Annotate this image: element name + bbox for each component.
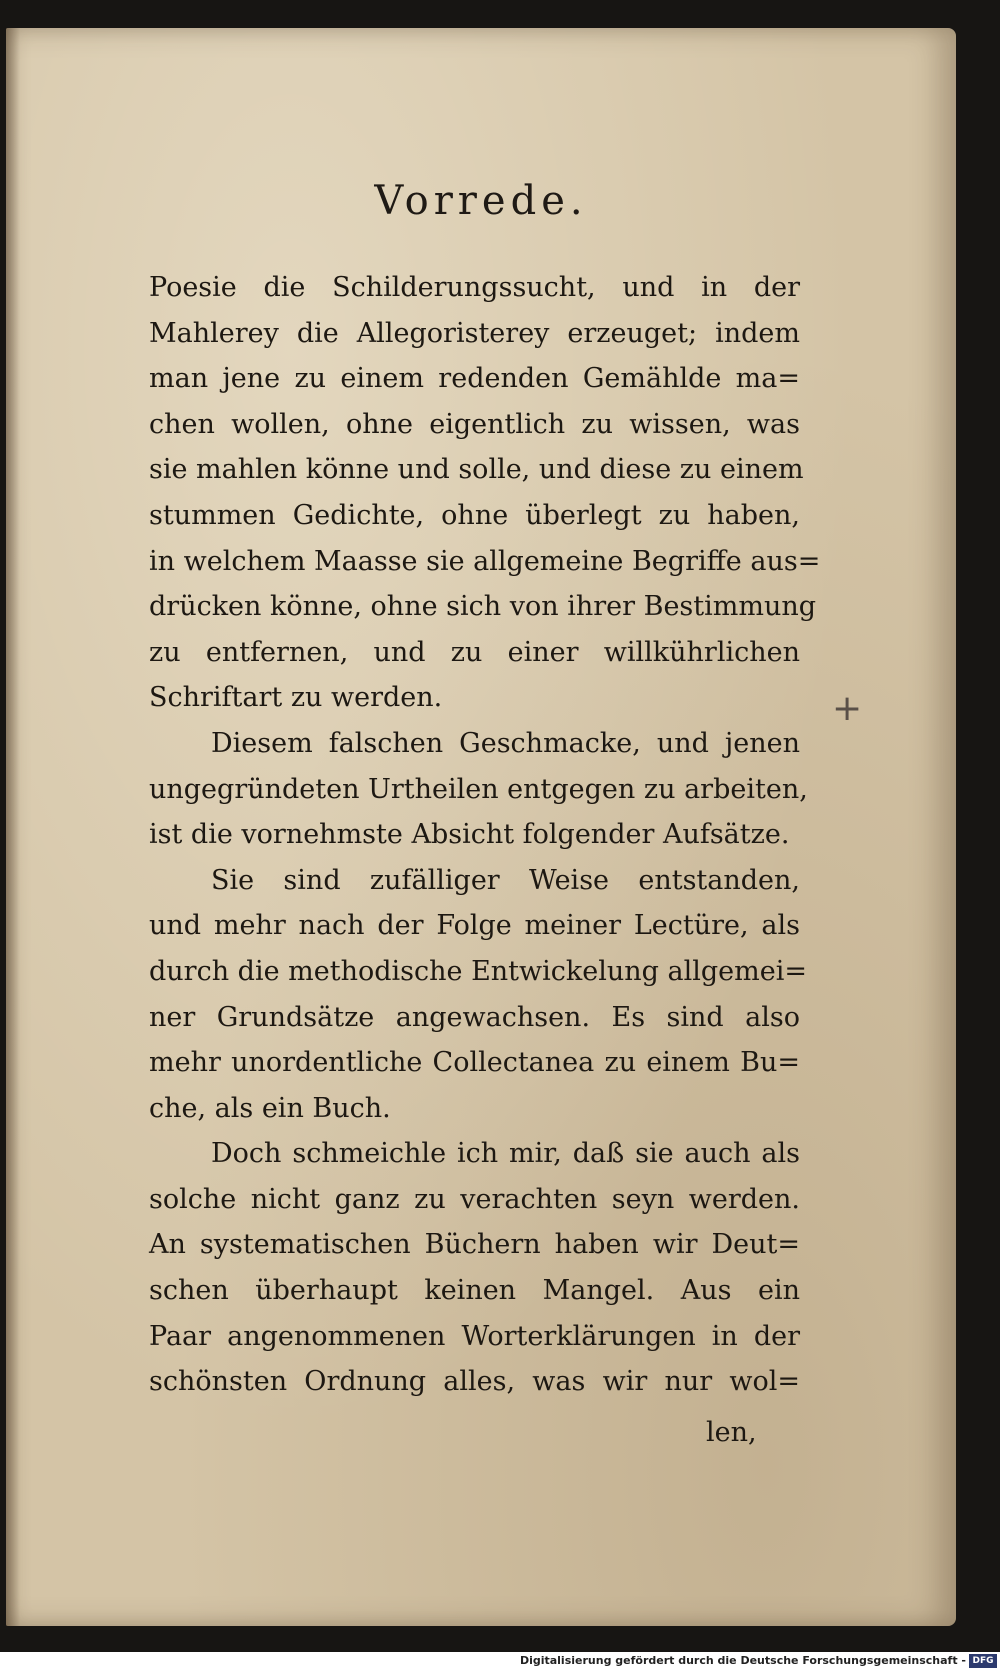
text-line: ist die vornehmste Absicht folgender Aufsätze.: [149, 819, 790, 851]
text-line: chen wollen, ohne eigentlich zu wissen, was: [149, 408, 800, 440]
text-line: Paar angenommenen Worterklärungen in der: [149, 1320, 800, 1352]
funding-credit: Digitalisierung gefördert durch die Deutsche Forschungsgemeinschaft -: [519, 1654, 966, 1667]
text-line: solche nicht ganz zu verachten seyn werden.: [149, 1183, 800, 1215]
text-line: Diesem falschen Geschmacke, und jenen: [211, 727, 800, 759]
text-line: Doch schmeichle ich mir, daß sie auch als: [211, 1138, 800, 1170]
text-line: ner Grundsätze angewachsen. Es sind also: [149, 1001, 800, 1033]
margin-pencil-mark: +: [832, 688, 863, 729]
text-line: man jene zu einem redenden Gemählde ma=: [149, 363, 800, 395]
text-line: und mehr nach der Folge meiner Lectüre, als: [149, 910, 800, 942]
text-line: schen überhaupt keinen Mangel. Aus ein: [149, 1275, 800, 1307]
text-line: An systematischen Büchern haben wir Deut=: [149, 1229, 800, 1261]
text-line: zu entfernen, und zu einer willkührlichen: [149, 636, 800, 668]
body-text: [149, 265, 821, 1405]
text-line: durch die methodische Entwickelung allgemei=: [149, 955, 807, 987]
text-line: schönsten Ordnung alles, was wir nur wol=: [149, 1366, 800, 1398]
text-line: ungegründeten Urtheilen entgegen zu arbeiten,: [149, 773, 808, 805]
digitization-footer: [0, 1652, 1000, 1670]
text-line: sie mahlen könne und solle, und diese zu einem: [149, 454, 804, 486]
text-line: stummen Gedichte, ohne überlegt zu haben,: [149, 499, 800, 531]
text-line: in welchem Maasse sie allgemeine Begriffe aus=: [149, 545, 821, 577]
running-head: Vorrede.: [374, 178, 588, 224]
text-line: mehr unordentliche Collectanea zu einem Bu=: [149, 1047, 800, 1079]
catchword: len,: [706, 1417, 757, 1448]
book-page: [6, 28, 956, 1626]
text-line: Poesie die Schilderungssucht, und in der: [149, 272, 800, 303]
text-line: drücken könne, ohne sich von ihrer Bestimmung: [149, 591, 817, 623]
text-line: Mahlerey die Allegoristerey erzeuget; indem: [149, 317, 800, 349]
text-line: che, als ein Buch.: [149, 1092, 391, 1124]
text-line: Schriftart zu werden.: [149, 682, 443, 714]
text-line: Sie sind zufälliger Weise entstanden,: [211, 864, 800, 896]
dfg-logo: DFG: [969, 1654, 997, 1668]
page-spine-shadow: [6, 28, 20, 1626]
